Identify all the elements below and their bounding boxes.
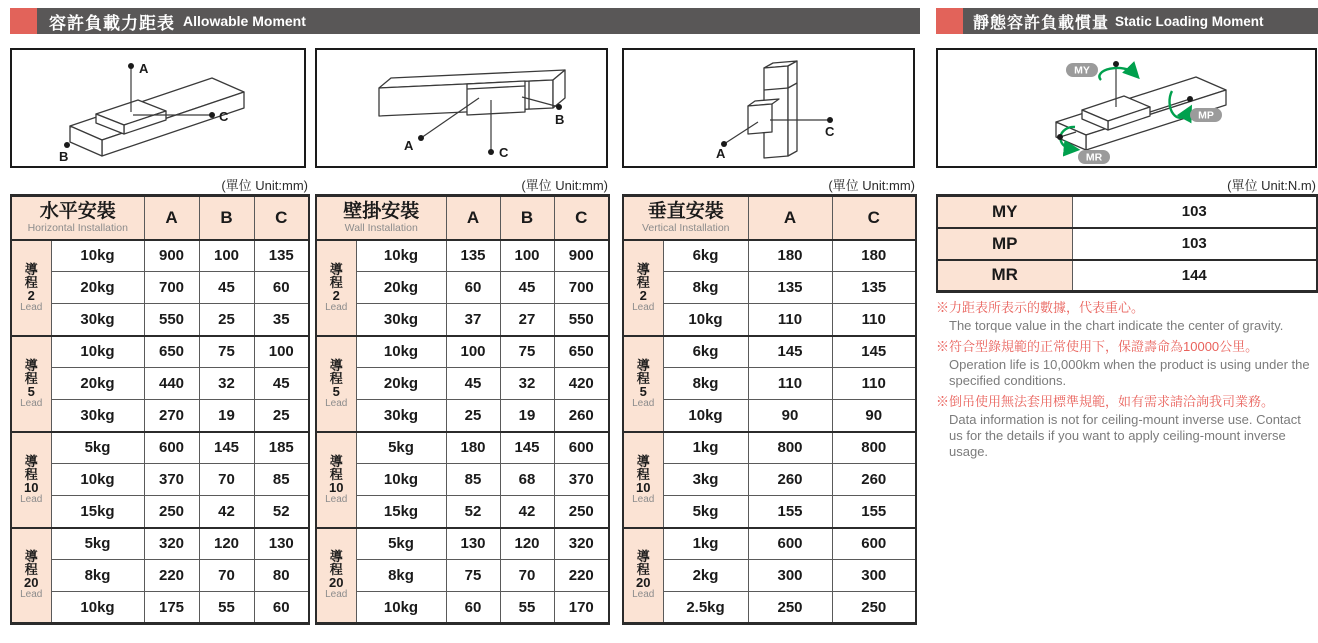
- wall-installation-diagram: [315, 48, 608, 168]
- value-cell: 85: [446, 464, 500, 496]
- value-cell: 260: [554, 400, 609, 432]
- table-row: [316, 400, 609, 432]
- value-cell: 110: [832, 304, 916, 336]
- load-cell: 20kg: [356, 272, 446, 304]
- note-zh: ※符合型錄規範的正常使用下，保證壽命為10000公里。: [936, 339, 1259, 354]
- table-header-row: [316, 196, 609, 240]
- table-row: [11, 464, 309, 496]
- table-title: [11, 196, 144, 240]
- value-cell: 25: [446, 400, 500, 432]
- value-cell: 145: [832, 336, 916, 368]
- value-cell: 130: [446, 528, 500, 560]
- lead-group-label: 導 程 5 Lead: [11, 336, 51, 432]
- value-cell: 155: [748, 496, 832, 528]
- value-cell: 800: [748, 432, 832, 464]
- value-cell: 70: [199, 464, 254, 496]
- section-title-zh: 靜態容許負載慣量: [973, 14, 1110, 32]
- value-cell: 220: [554, 560, 609, 592]
- table-row: [11, 528, 309, 560]
- badge-label-mp: MP: [1198, 109, 1214, 122]
- load-cell: 20kg: [51, 368, 144, 400]
- table-row: [316, 432, 609, 464]
- column-header-c: C: [254, 196, 309, 240]
- load-cell: 10kg: [356, 240, 446, 272]
- table-row: [623, 592, 916, 624]
- value-cell: 135: [748, 272, 832, 304]
- moment-axis-label: MR: [937, 260, 1072, 292]
- value-cell: 45: [199, 272, 254, 304]
- table-title: [623, 196, 748, 240]
- value-cell: 110: [748, 368, 832, 400]
- value-cell: 250: [832, 592, 916, 624]
- value-cell: 170: [554, 592, 609, 624]
- point-label-b: B: [59, 149, 69, 164]
- moment-axis-label: MP: [937, 228, 1072, 260]
- value-cell: 45: [500, 272, 554, 304]
- value-cell: 180: [748, 240, 832, 272]
- value-cell: 27: [500, 304, 554, 336]
- value-cell: 320: [554, 528, 609, 560]
- value-cell: 52: [446, 496, 500, 528]
- table-title-zh: 垂直安裝: [647, 201, 724, 223]
- value-cell: 120: [500, 528, 554, 560]
- value-cell: 260: [832, 464, 916, 496]
- value-cell: 260: [748, 464, 832, 496]
- horizontal-installation-table-host: [10, 194, 308, 625]
- table-row: [11, 560, 309, 592]
- column-header-b: B: [199, 196, 254, 240]
- load-cell: 15kg: [356, 496, 446, 528]
- value-cell: 25: [199, 304, 254, 336]
- value-cell: 45: [446, 368, 500, 400]
- point-label-c: C: [499, 145, 509, 160]
- table-row: [316, 560, 609, 592]
- table-row: [11, 304, 309, 336]
- isometric-rail-drawing: [317, 50, 606, 166]
- section-title-zh: 容許負載力距表: [49, 13, 175, 33]
- value-cell: 75: [199, 336, 254, 368]
- value-cell: 42: [199, 496, 254, 528]
- value-cell: 175: [144, 592, 199, 624]
- unit-label-mm: (單位 Unit:mm): [221, 178, 308, 193]
- load-cell: 5kg: [663, 496, 748, 528]
- isometric-rail-drawing: [624, 50, 913, 166]
- value-cell: 600: [832, 528, 916, 560]
- load-cell: 10kg: [51, 592, 144, 624]
- isometric-rail-drawing: [12, 50, 304, 166]
- table-title-zh: 壁掛安裝: [343, 201, 420, 223]
- table-row: [937, 260, 1317, 292]
- table-row: [11, 496, 309, 528]
- table-row: [623, 368, 916, 400]
- table-row: [11, 368, 309, 400]
- value-cell: 45: [254, 368, 309, 400]
- load-cell: 2kg: [663, 560, 748, 592]
- lead-group-label: 導 程 10 Lead: [316, 432, 356, 528]
- load-cell: 6kg: [663, 240, 748, 272]
- value-cell: 550: [144, 304, 199, 336]
- value-cell: 70: [199, 560, 254, 592]
- value-cell: 60: [254, 592, 309, 624]
- badge-label-mr: MR: [1085, 151, 1103, 164]
- load-cell: 30kg: [356, 400, 446, 432]
- red-accent-square: [936, 8, 963, 34]
- value-cell: 370: [144, 464, 199, 496]
- vertical-installation-diagram: [622, 48, 915, 168]
- value-cell: 250: [748, 592, 832, 624]
- value-cell: 60: [446, 272, 500, 304]
- table-row: [623, 272, 916, 304]
- value-cell: 800: [832, 432, 916, 464]
- table-row: [623, 464, 916, 496]
- value-cell: 250: [144, 496, 199, 528]
- load-cell: 30kg: [356, 304, 446, 336]
- load-cell: 1kg: [663, 528, 748, 560]
- vertical-installation-table: [622, 194, 917, 625]
- load-cell: 5kg: [356, 528, 446, 560]
- lead-group-label: 導 程 20 Lead: [623, 528, 663, 624]
- load-cell: 10kg: [663, 304, 748, 336]
- value-cell: 60: [446, 592, 500, 624]
- load-cell: 6kg: [663, 336, 748, 368]
- lead-group-label: 導 程 2 Lead: [623, 240, 663, 336]
- wall-installation-table-host: [315, 194, 608, 625]
- point-label-a: A: [139, 61, 149, 76]
- value-cell: 19: [500, 400, 554, 432]
- value-cell: 320: [144, 528, 199, 560]
- unit-label-mm: (單位 Unit:mm): [521, 178, 608, 193]
- column-header-a: A: [144, 196, 199, 240]
- table-row: [623, 336, 916, 368]
- value-cell: 155: [832, 496, 916, 528]
- moment-axis-label: MY: [937, 196, 1072, 228]
- load-cell: 5kg: [356, 432, 446, 464]
- value-cell: 130: [254, 528, 309, 560]
- note-zh: ※倒吊使用無法套用標準規範，如有需求請洽詢我司業務。: [936, 394, 1275, 409]
- unit-label-mm: (單位 Unit:mm): [828, 178, 915, 193]
- value-cell: 110: [748, 304, 832, 336]
- value-cell: 135: [446, 240, 500, 272]
- value-cell: 180: [446, 432, 500, 464]
- table-row: [11, 240, 309, 272]
- value-cell: 100: [500, 240, 554, 272]
- table-header-row: [11, 196, 309, 240]
- value-cell: 145: [199, 432, 254, 464]
- load-cell: 10kg: [51, 336, 144, 368]
- value-cell: 32: [199, 368, 254, 400]
- point-label-a: A: [404, 138, 414, 153]
- value-cell: 180: [832, 240, 916, 272]
- point-label-b: B: [555, 112, 565, 127]
- value-cell: 185: [254, 432, 309, 464]
- lead-group-label: 導 程 5 Lead: [316, 336, 356, 432]
- value-cell: 52: [254, 496, 309, 528]
- table-row: [11, 432, 309, 464]
- load-cell: 30kg: [51, 400, 144, 432]
- value-cell: 550: [554, 304, 609, 336]
- value-cell: 220: [144, 560, 199, 592]
- load-cell: 15kg: [51, 496, 144, 528]
- table-row: [316, 528, 609, 560]
- lead-group-label: 導 程 20 Lead: [316, 528, 356, 624]
- column-header-b: B: [500, 196, 554, 240]
- vertical-installation-table-host: [622, 194, 915, 625]
- table-row: [623, 528, 916, 560]
- table-row: [623, 432, 916, 464]
- value-cell: 420: [554, 368, 609, 400]
- value-cell: 55: [500, 592, 554, 624]
- value-cell: 600: [554, 432, 609, 464]
- table-row: [937, 228, 1317, 260]
- value-cell: 100: [254, 336, 309, 368]
- table-row: [623, 304, 916, 336]
- column-header-c: C: [554, 196, 609, 240]
- value-cell: 600: [748, 528, 832, 560]
- moment-value: 144: [1072, 260, 1317, 292]
- value-cell: 60: [254, 272, 309, 304]
- value-cell: 35: [254, 304, 309, 336]
- unit-label-nm: (單位 Unit:N.m): [1227, 178, 1316, 193]
- table-row: [11, 272, 309, 304]
- load-cell: 1kg: [663, 432, 748, 464]
- table-row: [623, 496, 916, 528]
- value-cell: 90: [748, 400, 832, 432]
- table-title-zh: 水平安裝: [39, 201, 116, 223]
- value-cell: 90: [832, 400, 916, 432]
- value-cell: 55: [199, 592, 254, 624]
- section-header-allowable-moment: [10, 8, 920, 34]
- table-header-row: [623, 196, 916, 240]
- table-title: [316, 196, 446, 240]
- wall-installation-table: [315, 194, 610, 625]
- table-row: [623, 560, 916, 592]
- value-cell: 440: [144, 368, 199, 400]
- value-cell: 700: [554, 272, 609, 304]
- value-cell: 85: [254, 464, 309, 496]
- table-title-en: Wall Installation: [344, 222, 418, 235]
- value-cell: 700: [144, 272, 199, 304]
- value-cell: 110: [832, 368, 916, 400]
- table-row: [316, 272, 609, 304]
- value-cell: 100: [199, 240, 254, 272]
- column-header-c: C: [832, 196, 916, 240]
- note: [936, 393, 1317, 460]
- load-cell: 10kg: [356, 464, 446, 496]
- value-cell: 135: [254, 240, 309, 272]
- lead-group-label: 導 程 10 Lead: [623, 432, 663, 528]
- value-cell: 650: [554, 336, 609, 368]
- lead-group-label: 導 程 20 Lead: [11, 528, 51, 624]
- load-cell: 8kg: [663, 272, 748, 304]
- value-cell: 600: [144, 432, 199, 464]
- value-cell: 32: [500, 368, 554, 400]
- load-cell: 10kg: [356, 592, 446, 624]
- note-zh: ※力距表所表示的數據，代表重心。: [936, 300, 1145, 315]
- load-cell: 20kg: [51, 272, 144, 304]
- value-cell: 75: [500, 336, 554, 368]
- value-cell: 650: [144, 336, 199, 368]
- note-en: Operation life is 10,000km when the product is using under the specified conditions.: [949, 357, 1310, 388]
- column-header-a: A: [446, 196, 500, 240]
- table-row: [316, 592, 609, 624]
- table-row: [316, 368, 609, 400]
- value-cell: 37: [446, 304, 500, 336]
- red-accent-square: [10, 8, 37, 34]
- note-en: Data information is not for ceiling-mount inverse use. Contact us for the details if you want to apply ceiling-mount inverse usage.: [949, 412, 1301, 459]
- value-cell: 42: [500, 496, 554, 528]
- note-en: The torque value in the chart indicate the center of gravity.: [949, 318, 1284, 333]
- table-row: [316, 240, 609, 272]
- value-cell: 900: [554, 240, 609, 272]
- load-cell: 3kg: [663, 464, 748, 496]
- load-cell: 2.5kg: [663, 592, 748, 624]
- value-cell: 120: [199, 528, 254, 560]
- table-row: [316, 496, 609, 528]
- lead-group-label: 導 程 2 Lead: [316, 240, 356, 336]
- load-cell: 8kg: [356, 560, 446, 592]
- value-cell: 270: [144, 400, 199, 432]
- note: [936, 338, 1317, 389]
- table-row: [623, 400, 916, 432]
- table-title-en: Vertical Installation: [641, 222, 730, 235]
- table-row: [623, 240, 916, 272]
- value-cell: 70: [500, 560, 554, 592]
- value-cell: 145: [748, 336, 832, 368]
- static-moment-table: [936, 194, 1318, 293]
- moment-value: 103: [1072, 196, 1317, 228]
- table-row: [316, 336, 609, 368]
- table-title-en: Horizontal Installation: [27, 222, 128, 235]
- table-row: [11, 336, 309, 368]
- load-cell: 10kg: [51, 240, 144, 272]
- section-title-en: Allowable Moment: [183, 13, 306, 29]
- column-header-a: A: [748, 196, 832, 240]
- value-cell: 250: [554, 496, 609, 528]
- table-row: [316, 464, 609, 496]
- table-row: [11, 400, 309, 432]
- static-moment-diagram: [936, 48, 1317, 168]
- moment-value: 103: [1072, 228, 1317, 260]
- load-cell: 8kg: [51, 560, 144, 592]
- value-cell: 145: [500, 432, 554, 464]
- point-label-a: A: [716, 146, 726, 161]
- load-cell: 5kg: [51, 432, 144, 464]
- load-cell: 10kg: [356, 336, 446, 368]
- section-header-static-loading-moment: [936, 8, 1318, 34]
- load-cell: 20kg: [356, 368, 446, 400]
- table-row: [11, 592, 309, 624]
- value-cell: 19: [199, 400, 254, 432]
- horizontal-installation-table: [10, 194, 310, 625]
- table-row: [316, 304, 609, 336]
- load-cell: 10kg: [51, 464, 144, 496]
- value-cell: 80: [254, 560, 309, 592]
- note: [936, 299, 1317, 334]
- lead-group-label: 導 程 5 Lead: [623, 336, 663, 432]
- lead-group-label: 導 程 10 Lead: [11, 432, 51, 528]
- value-cell: 370: [554, 464, 609, 496]
- value-cell: 100: [446, 336, 500, 368]
- value-cell: 300: [748, 560, 832, 592]
- point-label-c: C: [219, 109, 229, 124]
- value-cell: 900: [144, 240, 199, 272]
- horizontal-installation-diagram: [10, 48, 306, 168]
- load-cell: 8kg: [663, 368, 748, 400]
- table-row: [937, 196, 1317, 228]
- value-cell: 25: [254, 400, 309, 432]
- value-cell: 68: [500, 464, 554, 496]
- load-cell: 5kg: [51, 528, 144, 560]
- static-moment-table-host: [936, 194, 1317, 293]
- load-cell: 30kg: [51, 304, 144, 336]
- value-cell: 300: [832, 560, 916, 592]
- lead-group-label: 導 程 2 Lead: [11, 240, 51, 336]
- section-title-en: Static Loading Moment: [1115, 13, 1264, 29]
- moment-axes-drawing: [938, 50, 1315, 166]
- load-cell: 10kg: [663, 400, 748, 432]
- value-cell: 135: [832, 272, 916, 304]
- footnotes: [936, 299, 1317, 464]
- badge-label-my: MY: [1074, 64, 1090, 77]
- point-label-c: C: [825, 124, 835, 139]
- value-cell: 75: [446, 560, 500, 592]
